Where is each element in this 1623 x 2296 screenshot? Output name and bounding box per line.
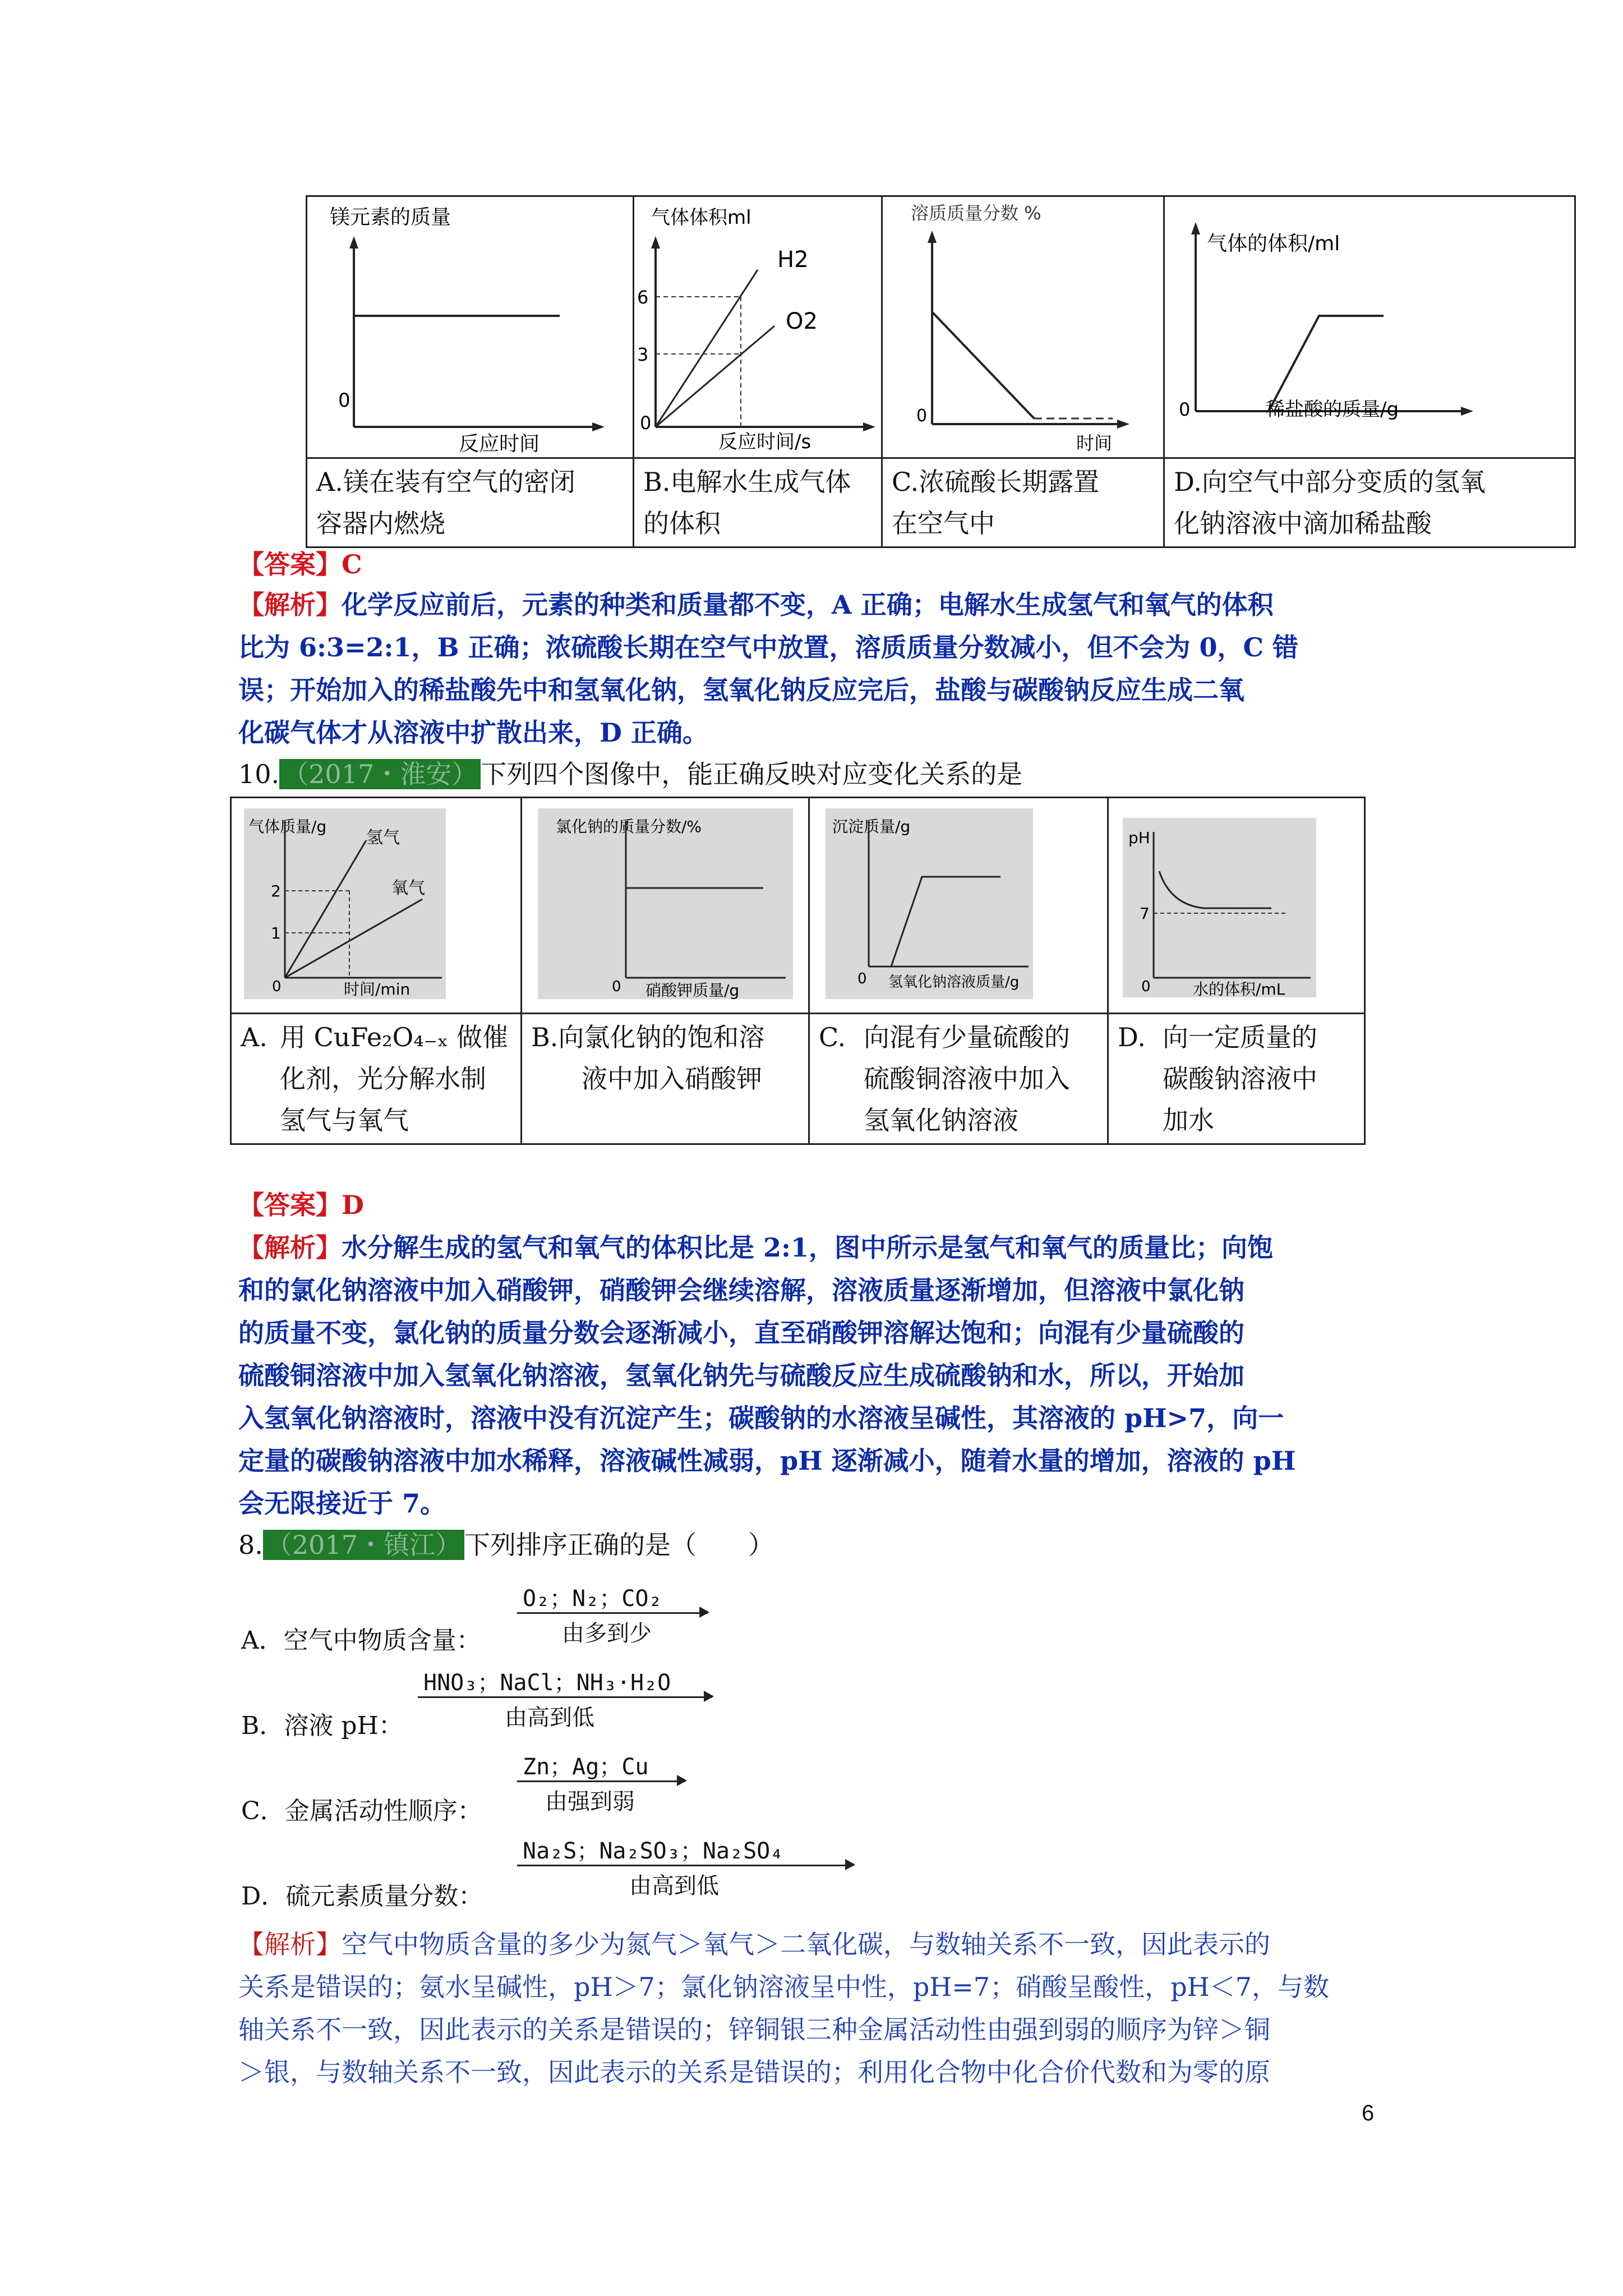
caption-a: A.镁在装有空气的密闭 容器内燃烧 — [307, 458, 634, 547]
graph-cell — [307, 196, 634, 458]
svg-text:反应时间/s: 反应时间/s — [718, 431, 811, 453]
graph-electrolysis — [634, 197, 881, 455]
graph-cell — [1108, 798, 1365, 1014]
analysis-2-line: 的质量不变，氯化钠的质量分数会逐渐减小，直至硝酸钾溶解达饱和；向混有少量硫酸的 — [238, 1318, 1244, 1348]
svg-text:3: 3 — [637, 344, 649, 365]
svg-text:氯化钠的质量分数/%: 氯化钠的质量分数/% — [556, 817, 702, 836]
svg-text:硝酸钾质量/g: 硝酸钾质量/g — [645, 981, 740, 1000]
caption-b: B.向氯化钠的饱和溶 液中加入硝酸钾 — [522, 1014, 809, 1144]
svg-text:气体体积ml: 气体体积ml — [651, 206, 751, 229]
caption-d: D. 向一定质量的 碳酸钠溶液中 加水 — [1108, 1014, 1365, 1144]
svg-text:沉淀质量/g: 沉淀质量/g — [832, 817, 911, 836]
svg-text:0: 0 — [338, 389, 351, 412]
svg-text:0: 0 — [612, 978, 621, 995]
caption-b: B.电解水生成气体 的体积 — [634, 458, 882, 547]
analysis-2-line: 定量的碳酸钠溶液中加水稀释，溶液碱性减弱，pH 逐渐减小，随着水量的增加，溶液的 pH — [238, 1446, 1296, 1476]
question-10: 10. （2017・淮安） 下列四个图像中，能正确反映对应变化关系的是 — [238, 759, 1023, 789]
svg-text:氢氧化钠溶液质量/g: 氢氧化钠溶液质量/g — [888, 974, 1020, 991]
caption-c: C. 向混有少量硫酸的 硫酸铜溶液中加入 氢氧化钠溶液 — [809, 1014, 1108, 1144]
graph-ph-dilution — [1109, 798, 1364, 1010]
option-b-axis: HNO₃；NaCl；NH₃·H₂O 由高到低 — [415, 1665, 718, 1732]
graph-mg-mass — [307, 197, 633, 455]
graph-table-2 — [230, 797, 1366, 1145]
svg-text:镁元素的质量: 镁元素的质量 — [330, 206, 451, 229]
source-tag: （2017・淮安） — [279, 759, 481, 789]
graph-cell — [634, 196, 882, 458]
source-tag: （2017・镇江） — [263, 1530, 464, 1560]
graph-water-split — [232, 798, 520, 1010]
graph-nacl-kno3 — [522, 798, 808, 1010]
analysis-1-line: 【解析】化学反应前后，元素的种类和质量都不变，A 正确；电解水生成氢气和氧气的体积 — [238, 590, 1274, 620]
svg-text:稀盐酸的质量/g: 稀盐酸的质量/g — [1266, 398, 1399, 421]
svg-text:0: 0 — [640, 412, 652, 434]
answer-2: 【答案】D — [238, 1190, 364, 1220]
option-c-axis: Zn；Ag；Cu 由强到弱 — [511, 1749, 691, 1816]
caption-a: A. 用 CuFe₂O₄₋ₓ 做催 化剂，光分解水制 氢气与氧气 — [231, 1014, 522, 1144]
svg-text:2: 2 — [271, 882, 281, 900]
svg-text:气体的体积/ml: 气体的体积/ml — [1207, 232, 1340, 255]
analysis-3-line: 关系是错误的；氨水呈碱性，pH＞7；氯化钠溶液呈中性，pH=7；硝酸呈酸性，pH＜7，与数 — [238, 1972, 1330, 2002]
analysis-1-line: 比为 6:3=2:1，B 正确；浓硫酸长期在空气中放置，溶质质量分数减小，但不会为 0，C 错 — [238, 632, 1299, 662]
svg-text:7: 7 — [1140, 904, 1150, 923]
analysis-1-line: 误；开始加入的稀盐酸先中和氢氧化钠，氢氧化钠反应完后，盐酸与碳酸钠反应生成二氧 — [238, 675, 1244, 705]
analysis-1-line: 化碳气体才从溶液中扩散出来，D 正确。 — [238, 717, 708, 748]
option-a: A．空气中物质含量： — [241, 1626, 481, 1655]
svg-text:氧气: 氧气 — [391, 878, 425, 898]
svg-text:H2: H2 — [777, 247, 809, 273]
svg-text:O2: O2 — [786, 309, 818, 334]
question-8: 8. （2017・镇江） 下列排序正确的是（ ） — [238, 1530, 774, 1560]
svg-text:气体质量/g: 气体质量/g — [248, 817, 327, 836]
graph-cell — [522, 798, 809, 1014]
svg-text:水的体积/mL: 水的体积/mL — [1193, 980, 1285, 999]
graph-sulfuric-acid — [883, 197, 1163, 455]
svg-text:pH: pH — [1128, 829, 1150, 847]
svg-text:反应时间: 反应时间 — [459, 432, 540, 455]
caption-c: C.浓硫酸长期露置 在空气中 — [882, 458, 1164, 547]
graph-precipitate — [810, 798, 1107, 1010]
analysis-2-line: 【解析】水分解生成的氢气和氧气的体积比是 2:1，图中所示是氢气和氧气的质量比；向饱 — [238, 1232, 1274, 1263]
analysis-2-line: 会无限接近于 7。 — [238, 1488, 446, 1519]
analysis-3-line: 【解析】空气中物质含量的多少为氮气＞氧气＞二氧化碳，与数轴关系不一致，因此表示的 — [238, 1929, 1270, 1959]
caption-d: D.向空气中部分变质的氢氧 化钠溶液中滴加稀盐酸 — [1164, 458, 1575, 547]
graph-cell — [882, 196, 1164, 458]
analysis-2-line: 和的氯化钠溶液中加入硝酸钾，硝酸钾会继续溶解，溶液质量逐渐增加，但溶液中氯化钠 — [238, 1275, 1244, 1305]
svg-text:氢气: 氢气 — [366, 828, 400, 848]
analysis-2-line: 入氢氧化钠溶液时，溶液中没有沉淀产生；碳酸钠的水溶液呈碱性，其溶液的 pH>7，向一 — [238, 1403, 1284, 1433]
graph-table-1 — [306, 195, 1576, 548]
analysis-3-line: 轴关系不一致，因此表示的关系是错误的；锌铜银三种金属活动性由强到弱的顺序为锌＞铜 — [238, 2014, 1270, 2045]
svg-text:6: 6 — [637, 287, 649, 308]
analysis-3-line: ＞银，与数轴关系不一致，因此表示的关系是错误的；利用化合物中化合价代数和为零的原 — [238, 2057, 1270, 2087]
svg-text:0: 0 — [1141, 978, 1151, 995]
svg-text:0: 0 — [272, 978, 282, 995]
graph-cell — [809, 798, 1108, 1014]
svg-text:时间/min: 时间/min — [344, 980, 411, 999]
graph-cell — [231, 798, 522, 1014]
option-d-axis: Na₂S；Na₂SO₃；Na₂SO₄ 由高到低 — [511, 1833, 859, 1901]
svg-text:0: 0 — [857, 970, 867, 987]
answer-1: 【答案】C — [238, 549, 362, 579]
graph-naoh-hcl — [1165, 197, 1574, 455]
option-a-axis: O₂；N₂；CO₂ 由多到少 — [511, 1581, 713, 1648]
svg-text:溶质质量分数 %: 溶质质量分数 % — [911, 203, 1041, 224]
option-c: C．金属活动性顺序： — [241, 1797, 482, 1825]
graph-cell — [1164, 196, 1575, 458]
page-number: 6 — [1362, 2101, 1375, 2125]
svg-text:1: 1 — [271, 924, 281, 942]
svg-text:时间: 时间 — [1076, 432, 1113, 454]
option-d: D．硫元素质量分数： — [241, 1882, 483, 1911]
svg-text:0: 0 — [1179, 399, 1191, 420]
svg-text:0: 0 — [916, 406, 928, 426]
option-b: B．溶液 pH： — [241, 1711, 403, 1740]
analysis-2-line: 硫酸铜溶液中加入氢氧化钠溶液，氢氧化钠先与硫酸反应生成硫酸钠和水，所以，开始加 — [238, 1360, 1244, 1391]
